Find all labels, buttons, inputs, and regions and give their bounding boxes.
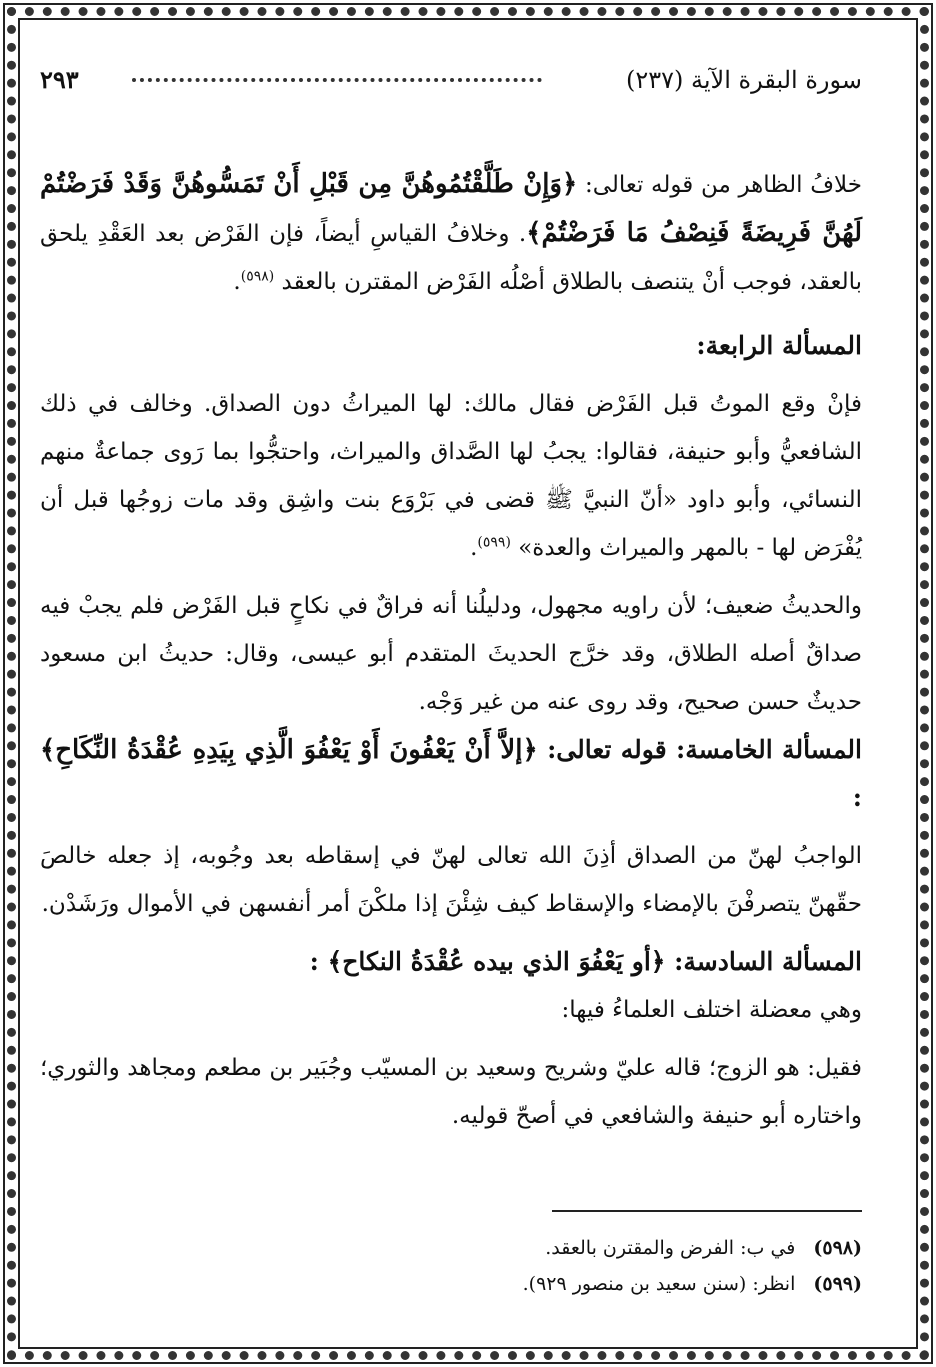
paragraph-1 — [40, 160, 862, 306]
text: . — [233, 269, 241, 295]
footnote-number: (٥٩٩) — [813, 1273, 862, 1295]
quran-verse: ﴿إلاَّ أَنْ يَعْفُونَ أَوْ يَعْفُوَ الَّذِي بِيَدِهِ عُقْدَةُ النِّكَاحِ﴾ — [40, 735, 538, 765]
paragraph-2 — [40, 380, 862, 572]
heading-label: المسألة الخامسة: قوله تعالى: — [537, 735, 862, 764]
page-number: ٢٩٣ — [40, 65, 79, 94]
book-page — [40, 60, 862, 1320]
header-title: سورة البقرة الآية (٢٣٧) — [625, 66, 862, 94]
paragraph-5: وهي معضلة اختلف العلماءُ فيها: — [561, 997, 862, 1023]
section-heading-4: المسألة الرابعة: — [696, 331, 862, 360]
section-heading-5 — [40, 726, 862, 822]
heading-colon: : — [309, 947, 319, 976]
text: فإنْ وقع الموتُ قبل الفَرْض فقال مالك: لها الميراثُ دون الصداق. وخالف في ذلك الشافعيُّ وأبو حنيفة، فقالوا: يجبُ لها الصَّداق والميراث، واحتجُّوا بما رَوى جماعةٌ منهم النسائي، وأبو داود «أنّ النبيَّ ﷺ قضى في بَرْوَع بنت واشِق وقد مات زوجُها قبل أن يُفْرَض لها - بالمهر والميراث والعدة» — [40, 391, 862, 561]
text: . — [470, 535, 478, 561]
footnotes — [40, 1230, 862, 1302]
paragraph-6: فقيل: هو الزوج؛ قاله عليّ وشريح وسعيد بن المسيّب وجُبَير بن مطعم ومجاهد والثوري؛ واختاره أبو حنيفة والشافعي في أصحّ قوليه. — [40, 1055, 862, 1129]
heading-label: المسألة السادسة: — [665, 947, 862, 976]
heading-colon: : — [852, 783, 862, 812]
header-dot-leader — [132, 78, 542, 82]
footnote-rule — [552, 1210, 862, 1212]
paragraph-4: الواجبُ لهنّ من الصداق أذِنَ الله تعالى لهنّ في إسقاطه بعد وجُوبه، إذ جعله خالصَ حقّهنّ يتصرفْنَ بالإمضاء والإسقاط كيف شِئْنَ إذا ملكْنَ أمر أنفسهن في الأموال ورَشَدْن. — [40, 843, 862, 917]
footnote-item — [40, 1230, 862, 1266]
quran-verse: ﴿أو يَعْفُوَ الذي بيده عُقْدَةُ النكاح﴾ — [327, 947, 666, 976]
footnote-number: (٥٩٨) — [813, 1237, 862, 1259]
footnote-text: انظر: (سنن سعيد بن منصور ٩٢٩). — [522, 1273, 796, 1295]
footnote-ref: (٥٩٨) — [240, 268, 275, 285]
footnote-item — [40, 1266, 862, 1302]
text: خلافُ الظاهر من قوله تعالى: — [577, 172, 862, 198]
footnote-text: في ب: الفرض والمقترن بالعقد. — [545, 1237, 796, 1259]
paragraph-3: والحديثُ ضعيف؛ لأن راويه مجهول، ودليلُنا أنه فراقٌ في نكاحٍ قبل الفَرْض فلم يجبْ فيه صداقٌ أصله الطلاق، وقد خرَّج الحديثَ المتقدم أبو عيسى، وقال: حديثُ ابن مسعود حديثٌ حسن صحيح، وقد روى عنه من غير وَجْه. — [40, 593, 862, 715]
running-header — [40, 60, 862, 100]
footnote-ref: (٥٩٩) — [477, 534, 511, 551]
quran-verse: ﴿وَإِنْ طَلَّقْتُمُوهُنَّ مِن قَبْلِ أَنْ تَمَسُّوهُنَّ وَقَدْ فَرَضْتُمْ لَهُنَّ فَرِيضَةً فَنِصْفُ مَا فَرَضْتُمْ﴾ — [40, 169, 862, 248]
section-heading-6 — [40, 938, 862, 986]
text: . وخلافُ القياسِ أيضاً، فإن الفَرْض بعد العَقْدِ يلحق بالعقد، فوجب أنْ يتنصف بالطلاق أصْلُه الفَرْض المقترن بالعقد — [40, 221, 862, 295]
